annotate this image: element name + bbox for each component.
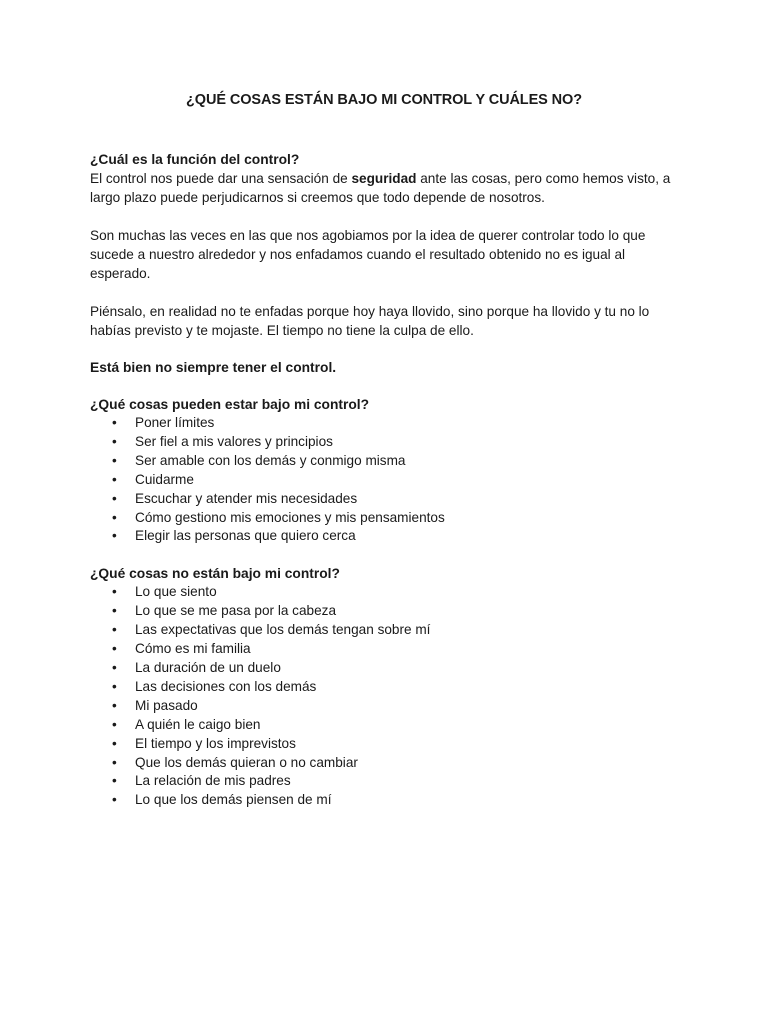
bullet-icon: • [112,773,117,789]
section-heading-controllable: ¿Qué cosas pueden estar bajo mi control? [90,397,370,412]
bold-word-security: seguridad [351,171,417,186]
list-item-text: Mi pasado [135,697,198,713]
list-item [90,471,680,490]
bullet-icon: • [112,528,117,544]
list-item-text: La relación de mis padres [135,773,291,789]
paragraph-overwhelm: Son muchas las veces en las que nos agobiamos por la idea de querer controlar todo lo que sucede a nuestro alrededor y nos enfadamos cuando el resultado obtenido no es igual al esperado. [90,228,646,281]
list-item-text: Las expectativas que los demás tengan sobre mí [135,622,431,638]
bullet-icon: • [112,490,117,506]
paragraph-security [90,169,680,207]
list-item [90,414,680,433]
bullet-icon: • [112,452,117,468]
statement-ok-no-control: Está bien no siempre tener el control. [90,360,337,375]
list-item-text: Lo que se me pasa por la cabeza [135,603,337,619]
bullet-icon: • [112,509,117,525]
bullet-icon: • [112,735,117,751]
list-item [90,659,680,678]
list-item-text: Las decisiones con los demás [135,678,317,694]
bullet-icon: • [112,716,117,732]
list-item [90,583,680,602]
list-uncontrollable [90,583,680,810]
bullet-icon: • [112,641,117,657]
paragraph-security-end: ante las cosas, pero como hemos visto, a largo plazo puede perjudicarnos si creemos que todo depende de nosotros. [90,171,671,205]
list-item-text: Poner límites [135,415,215,430]
list-item [90,791,680,810]
bullet-icon: • [112,471,117,487]
document-body [90,150,680,810]
list-item-text: La duración de un duelo [135,659,281,675]
bullet-icon: • [112,584,117,600]
bullet-icon: • [112,697,117,713]
list-item [90,527,680,546]
paragraph-security-start: El control nos puede dar una sensación de [90,171,352,186]
list-item [90,754,680,773]
list-item-text: Ser amable con los demás y conmigo misma [135,452,406,468]
bullet-icon: • [112,433,117,449]
list-item-text: Elegir las personas que quiero cerca [135,528,356,544]
document-title: ¿QUÉ COSAS ESTÁN BAJO MI CONTROL Y CUÁLES NO? [186,92,582,108]
bullet-icon: • [112,754,117,770]
list-item-text: El tiempo y los imprevistos [135,735,296,751]
list-item [90,735,680,754]
bullet-icon: • [112,603,117,619]
list-item-text: Cómo gestiono mis emociones y mis pensamientos [135,509,445,525]
list-controllable [90,414,680,546]
bullet-icon: • [112,678,117,694]
bullet-icon: • [112,622,117,638]
list-item [90,602,680,621]
bullet-icon: • [112,415,117,430]
bullet-icon: • [112,659,117,675]
list-item [90,678,680,697]
list-item-text: Cómo es mi familia [135,641,251,657]
list-item-text: A quién le caigo bien [135,716,261,732]
list-item [90,772,680,791]
list-item [90,490,680,509]
list-item-text: Ser fiel a mis valores y principios [135,433,333,449]
paragraph-rain: Piénsalo, en realidad no te enfadas porque hoy haya llovido, sino porque ha llovido y tu no lo habías previsto y te mojaste. El tiempo no tiene la culpa de ello. [90,304,650,338]
list-item-text: Que los demás quieran o no cambiar [135,754,358,770]
list-item [90,621,680,640]
list-item-text: Escuchar y atender mis necesidades [135,490,358,506]
list-item [90,640,680,659]
list-item-text: Lo que los demás piensen de mí [135,792,332,808]
list-item-text: Cuidarme [135,471,194,487]
list-item [90,716,680,735]
list-item-text: Lo que siento [135,584,217,600]
list-item [90,509,680,528]
list-item [90,433,680,452]
list-item [90,697,680,716]
bullet-icon: • [112,792,117,808]
section-heading-function: ¿Cuál es la función del control? [90,152,300,167]
section-heading-uncontrollable: ¿Qué cosas no están bajo mi control? [90,566,340,582]
list-item [90,452,680,471]
